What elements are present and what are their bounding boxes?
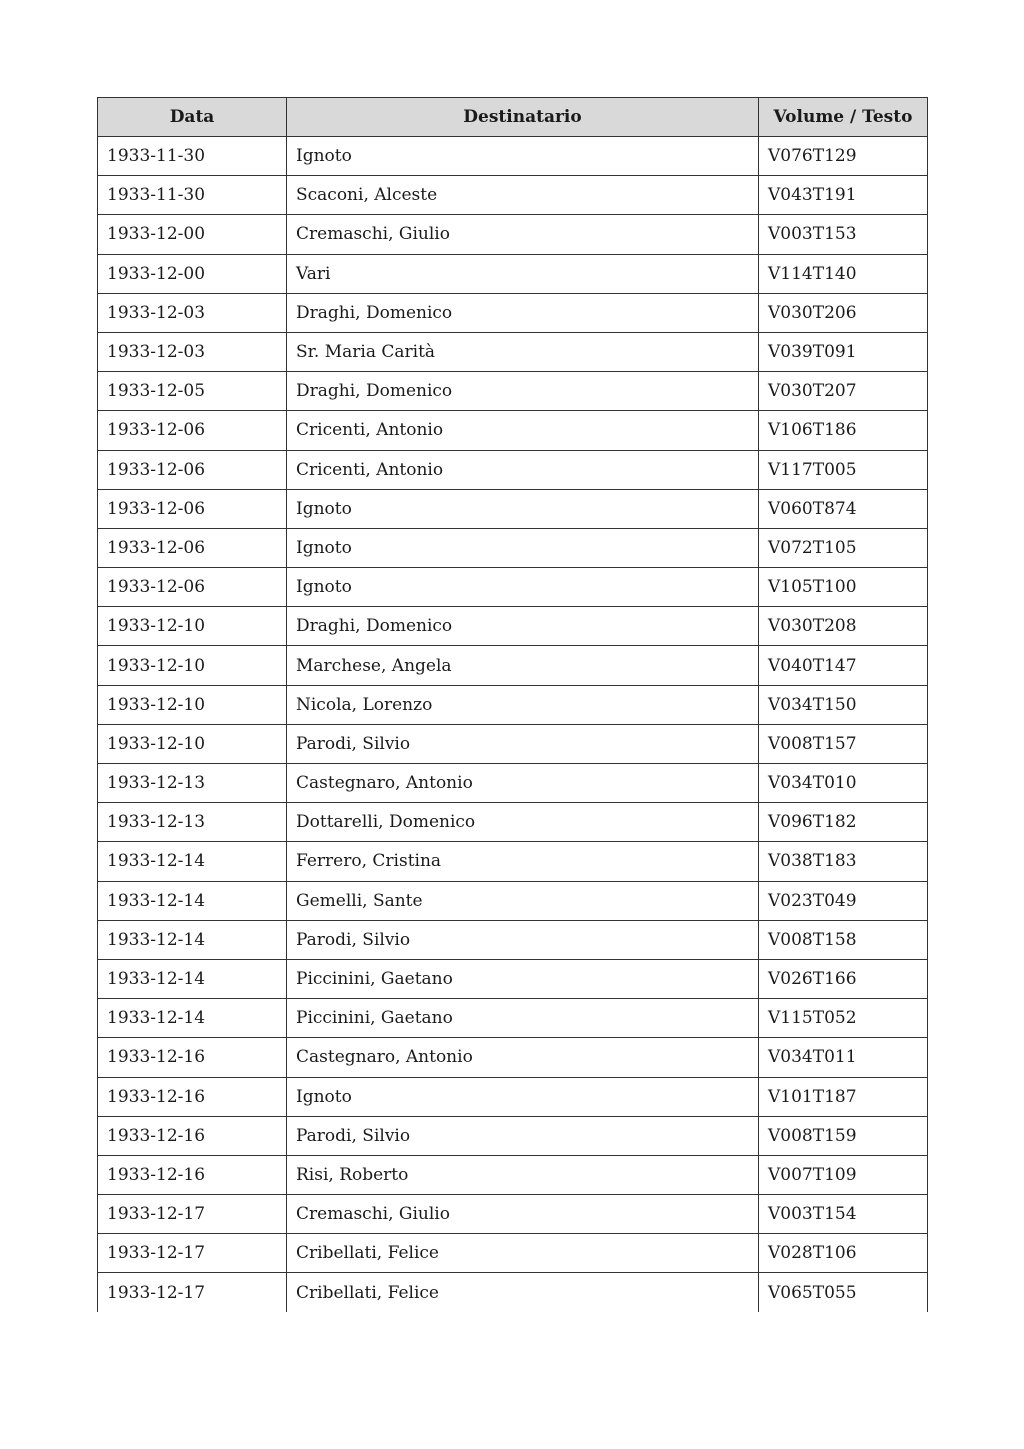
table-body [98,137,928,1313]
cell-recipient: Parodi, Silvio [287,1116,759,1155]
cell-date: 1933-12-06 [98,411,287,450]
table-row [98,254,928,293]
cell-volume: V008T158 [759,920,928,959]
cell-date: 1933-11-30 [98,137,287,176]
cell-volume: V065T055 [759,1273,928,1312]
cell-recipient: Ignoto [287,489,759,528]
cell-recipient: Ignoto [287,528,759,567]
table-row [98,215,928,254]
cell-recipient: Piccinini, Gaetano [287,959,759,998]
cell-recipient: Cribellati, Felice [287,1273,759,1312]
cell-recipient: Piccinini, Gaetano [287,999,759,1038]
cell-volume: V008T159 [759,1116,928,1155]
cell-volume: V023T049 [759,881,928,920]
cell-date: 1933-12-16 [98,1077,287,1116]
cell-volume: V117T005 [759,450,928,489]
cell-volume: V034T011 [759,1038,928,1077]
cell-recipient: Dottarelli, Domenico [287,803,759,842]
cell-date: 1933-12-05 [98,372,287,411]
table-row [98,1038,928,1077]
cell-volume: V076T129 [759,137,928,176]
cell-date: 1933-12-17 [98,1273,287,1312]
cell-date: 1933-12-06 [98,528,287,567]
cell-recipient: Nicola, Lorenzo [287,685,759,724]
cell-date: 1933-12-13 [98,764,287,803]
table-row [98,450,928,489]
cell-recipient: Ignoto [287,137,759,176]
cell-recipient: Scaconi, Alceste [287,176,759,215]
cell-volume: V034T150 [759,685,928,724]
cell-recipient: Ferrero, Cristina [287,842,759,881]
cell-date: 1933-12-14 [98,959,287,998]
cell-volume: V114T140 [759,254,928,293]
table-row [98,293,928,332]
cell-date: 1933-12-06 [98,489,287,528]
cell-recipient: Cricenti, Antonio [287,450,759,489]
table-row [98,959,928,998]
cell-volume: V003T154 [759,1195,928,1234]
table-row [98,1077,928,1116]
table-row [98,1195,928,1234]
cell-recipient: Risi, Roberto [287,1155,759,1194]
cell-recipient: Marchese, Angela [287,646,759,685]
cell-volume: V007T109 [759,1155,928,1194]
table-row [98,176,928,215]
cell-recipient: Parodi, Silvio [287,724,759,763]
cell-recipient: Vari [287,254,759,293]
cell-recipient: Ignoto [287,1077,759,1116]
cell-recipient: Sr. Maria Carità [287,332,759,371]
cell-volume: V106T186 [759,411,928,450]
table-row [98,1234,928,1273]
table-header [98,98,928,137]
cell-date: 1933-12-00 [98,254,287,293]
cell-date: 1933-12-14 [98,999,287,1038]
table-row [98,1155,928,1194]
table-row [98,137,928,176]
cell-volume: V072T105 [759,528,928,567]
table-row [98,764,928,803]
table-row [98,1116,928,1155]
table-row [98,528,928,567]
cell-volume: V008T157 [759,724,928,763]
cell-date: 1933-12-10 [98,607,287,646]
cell-date: 1933-12-16 [98,1038,287,1077]
cell-recipient: Parodi, Silvio [287,920,759,959]
cell-volume: V030T207 [759,372,928,411]
cell-recipient: Draghi, Domenico [287,372,759,411]
table-row [98,489,928,528]
cell-date: 1933-12-10 [98,646,287,685]
cell-volume: V040T147 [759,646,928,685]
cell-date: 1933-12-14 [98,920,287,959]
header-row [98,98,928,137]
cell-volume: V115T052 [759,999,928,1038]
cell-volume: V026T166 [759,959,928,998]
cell-recipient: Cremaschi, Giulio [287,215,759,254]
letters-table [97,97,928,1312]
table-row [98,920,928,959]
table-row [98,568,928,607]
cell-recipient: Draghi, Domenico [287,607,759,646]
cell-volume: V105T100 [759,568,928,607]
cell-date: 1933-12-03 [98,293,287,332]
cell-date: 1933-12-10 [98,724,287,763]
cell-recipient: Gemelli, Sante [287,881,759,920]
cell-volume: V039T091 [759,332,928,371]
cell-recipient: Draghi, Domenico [287,293,759,332]
cell-date: 1933-11-30 [98,176,287,215]
cell-volume: V034T010 [759,764,928,803]
column-header-recipient: Destinatario [287,98,759,137]
cell-date: 1933-12-14 [98,881,287,920]
cell-volume: V038T183 [759,842,928,881]
cell-volume: V003T153 [759,215,928,254]
table-row [98,724,928,763]
cell-recipient: Cricenti, Antonio [287,411,759,450]
cell-date: 1933-12-17 [98,1195,287,1234]
cell-date: 1933-12-06 [98,568,287,607]
table-row [98,1273,928,1312]
cell-volume: V096T182 [759,803,928,842]
cell-date: 1933-12-14 [98,842,287,881]
cell-recipient: Castegnaro, Antonio [287,764,759,803]
column-header-date: Data [98,98,287,137]
cell-date: 1933-12-17 [98,1234,287,1273]
column-header-volume: Volume / Testo [759,98,928,137]
cell-date: 1933-12-03 [98,332,287,371]
cell-date: 1933-12-00 [98,215,287,254]
cell-date: 1933-12-13 [98,803,287,842]
cell-volume: V043T191 [759,176,928,215]
cell-recipient: Ignoto [287,568,759,607]
table-row [98,646,928,685]
cell-volume: V028T106 [759,1234,928,1273]
table-row [98,411,928,450]
cell-volume: V101T187 [759,1077,928,1116]
table-row [98,842,928,881]
cell-recipient: Cremaschi, Giulio [287,1195,759,1234]
cell-volume: V060T874 [759,489,928,528]
cell-recipient: Cribellati, Felice [287,1234,759,1273]
cell-date: 1933-12-06 [98,450,287,489]
table-row [98,999,928,1038]
cell-recipient: Castegnaro, Antonio [287,1038,759,1077]
table-row [98,685,928,724]
cell-volume: V030T206 [759,293,928,332]
table-row [98,881,928,920]
cell-date: 1933-12-10 [98,685,287,724]
cell-volume: V030T208 [759,607,928,646]
cell-date: 1933-12-16 [98,1155,287,1194]
cell-date: 1933-12-16 [98,1116,287,1155]
table-row [98,332,928,371]
table-row [98,607,928,646]
table-row [98,803,928,842]
table-row [98,372,928,411]
